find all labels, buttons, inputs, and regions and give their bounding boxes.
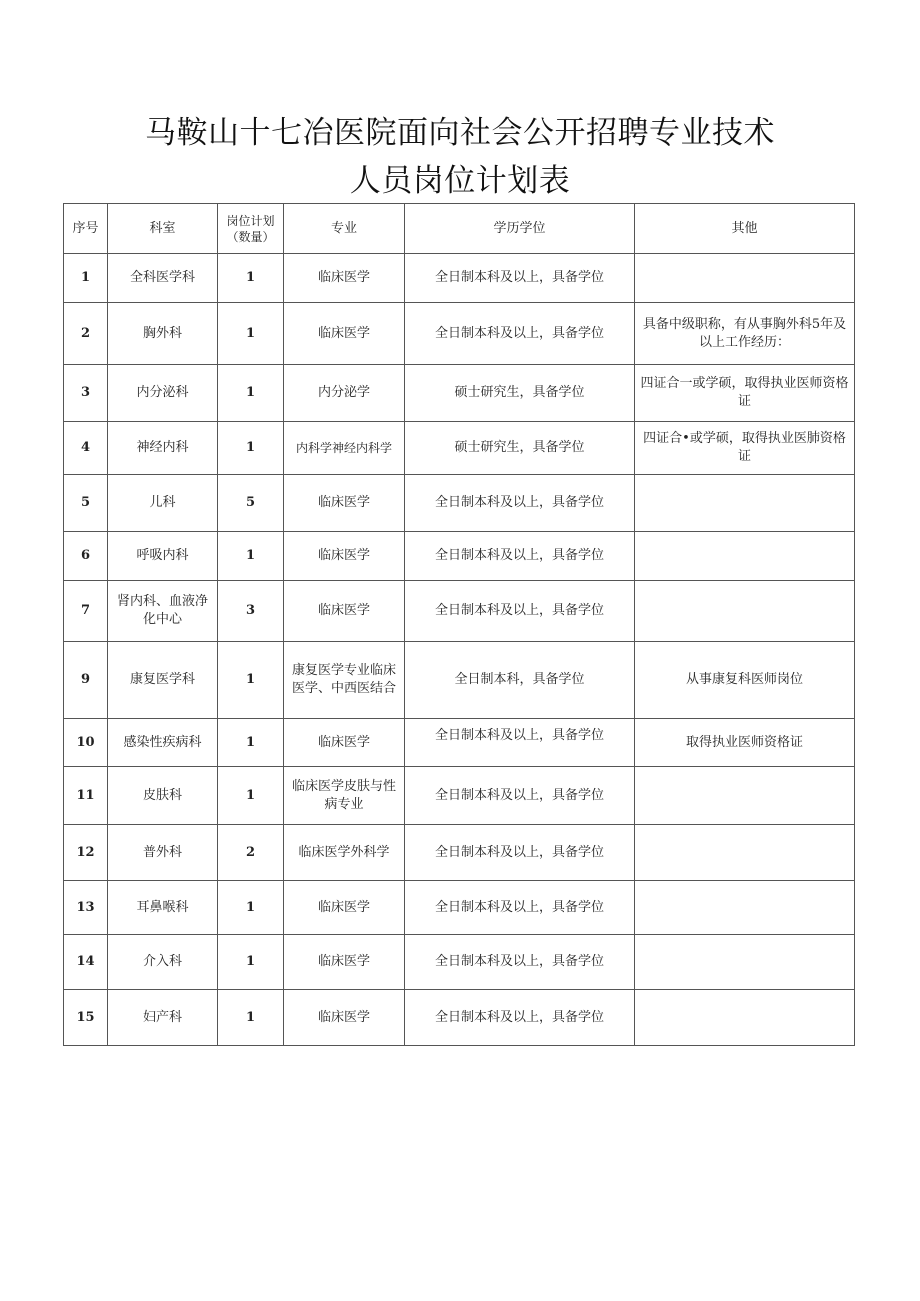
cell-major: 临床医学皮肤与性病专业 <box>284 767 405 825</box>
cell-index: 7 <box>64 581 108 642</box>
cell-other: 从事康复科医师岗位 <box>635 642 855 719</box>
cell-department: 全科医学科 <box>108 254 218 303</box>
header-quota: 岗位计划（数量） <box>218 204 284 254</box>
cell-index: 4 <box>64 422 108 475</box>
cell-education: 硕士研究生，具备学位 <box>405 365 635 422</box>
cell-major: 内科学神经内科学 <box>284 422 405 475</box>
cell-education: 全日制本科及以上，具备学位 <box>405 881 635 935</box>
table-row <box>64 422 855 475</box>
cell-education: 全日制本科及以上，具备学位 <box>405 254 635 303</box>
cell-education: 全日制本科及以上，具备学位 <box>405 719 635 767</box>
table-row <box>64 303 855 365</box>
cell-other: 取得执业医师资格证 <box>635 719 855 767</box>
cell-education: 全日制本科及以上，具备学位 <box>405 825 635 881</box>
cell-quota: 3 <box>218 581 284 642</box>
header-department: 科室 <box>108 204 218 254</box>
cell-major: 临床医学 <box>284 254 405 303</box>
cell-department: 胸外科 <box>108 303 218 365</box>
cell-department: 普外科 <box>108 825 218 881</box>
cell-department: 康复医学科 <box>108 642 218 719</box>
cell-other: 具备中级职称，有从事胸外科5年及以上工作经历： <box>635 303 855 365</box>
cell-major: 康复医学专业临床医学、中西医结合 <box>284 642 405 719</box>
cell-other <box>635 254 855 303</box>
cell-department: 内分泌科 <box>108 365 218 422</box>
cell-major: 临床医学 <box>284 990 405 1046</box>
cell-department: 妇产科 <box>108 990 218 1046</box>
cell-index: 15 <box>64 990 108 1046</box>
cell-education: 全日制本科，具备学位 <box>405 642 635 719</box>
cell-quota: 1 <box>218 303 284 365</box>
table-row <box>64 475 855 532</box>
cell-department: 呼吸内科 <box>108 532 218 581</box>
cell-major: 临床医学 <box>284 935 405 990</box>
cell-major: 临床医学 <box>284 719 405 767</box>
cell-quota: 1 <box>218 935 284 990</box>
cell-index: 10 <box>64 719 108 767</box>
table-row <box>64 532 855 581</box>
cell-department: 介入科 <box>108 935 218 990</box>
header-other: 其他 <box>635 204 855 254</box>
cell-education: 全日制本科及以上，具备学位 <box>405 767 635 825</box>
cell-other <box>635 475 855 532</box>
cell-other <box>635 881 855 935</box>
cell-index: 9 <box>64 642 108 719</box>
recruitment-plan-table <box>63 203 855 1046</box>
cell-department: 皮肤科 <box>108 767 218 825</box>
cell-education: 硕士研究生，具备学位 <box>405 422 635 475</box>
header-education: 学历学位 <box>405 204 635 254</box>
cell-department: 神经内科 <box>108 422 218 475</box>
cell-other <box>635 581 855 642</box>
table-header-row <box>64 204 855 254</box>
cell-major: 临床医学 <box>284 532 405 581</box>
cell-quota: 1 <box>218 254 284 303</box>
table-row <box>64 767 855 825</box>
table-row <box>64 881 855 935</box>
table-row <box>64 825 855 881</box>
cell-other <box>635 532 855 581</box>
cell-department: 感染性疾病科 <box>108 719 218 767</box>
cell-education: 全日制本科及以上，具备学位 <box>405 532 635 581</box>
table-row <box>64 365 855 422</box>
cell-education: 全日制本科及以上，具备学位 <box>405 935 635 990</box>
cell-major: 内分泌学 <box>284 365 405 422</box>
cell-index: 5 <box>64 475 108 532</box>
cell-major: 临床医学 <box>284 303 405 365</box>
table-row <box>64 642 855 719</box>
cell-major: 临床医学 <box>284 881 405 935</box>
cell-index: 2 <box>64 303 108 365</box>
table-row <box>64 254 855 303</box>
cell-department: 耳鼻喉科 <box>108 881 218 935</box>
cell-education: 全日制本科及以上，具备学位 <box>405 990 635 1046</box>
cell-quota: 1 <box>218 365 284 422</box>
table-row <box>64 935 855 990</box>
cell-other <box>635 767 855 825</box>
cell-index: 14 <box>64 935 108 990</box>
cell-quota: 1 <box>218 990 284 1046</box>
cell-quota: 5 <box>218 475 284 532</box>
cell-other <box>635 825 855 881</box>
page-title-line-2: 人员岗位计划表 <box>349 163 571 199</box>
table-row <box>64 581 855 642</box>
cell-major: 临床医学 <box>284 581 405 642</box>
cell-department: 儿科 <box>108 475 218 532</box>
cell-quota: 1 <box>218 719 284 767</box>
cell-other <box>635 990 855 1046</box>
cell-quota: 1 <box>218 881 284 935</box>
cell-quota: 1 <box>218 767 284 825</box>
cell-education: 全日制本科及以上，具备学位 <box>405 581 635 642</box>
header-index: 序号 <box>64 204 108 254</box>
cell-other <box>635 935 855 990</box>
header-major: 专业 <box>284 204 405 254</box>
cell-index: 6 <box>64 532 108 581</box>
cell-other: 四证合•或学硕，取得执业医肺资格证 <box>635 422 855 475</box>
cell-index: 13 <box>64 881 108 935</box>
cell-quota: 2 <box>218 825 284 881</box>
cell-major: 临床医学外科学 <box>284 825 405 881</box>
page-title-line-1: 马鞍山十七冶医院面向社会公开招聘专业技术 <box>145 115 775 151</box>
cell-quota: 1 <box>218 532 284 581</box>
cell-education: 全日制本科及以上，具备学位 <box>405 475 635 532</box>
cell-index: 12 <box>64 825 108 881</box>
cell-other: 四证合一或学硕，取得执业医师资格证 <box>635 365 855 422</box>
cell-index: 11 <box>64 767 108 825</box>
cell-education: 全日制本科及以上，具备学位 <box>405 303 635 365</box>
table-row <box>64 719 855 767</box>
cell-index: 1 <box>64 254 108 303</box>
cell-major: 临床医学 <box>284 475 405 532</box>
cell-index: 3 <box>64 365 108 422</box>
cell-quota: 1 <box>218 422 284 475</box>
table-row <box>64 990 855 1046</box>
cell-quota: 1 <box>218 642 284 719</box>
cell-department: 肾内科、血液净化中心 <box>108 581 218 642</box>
